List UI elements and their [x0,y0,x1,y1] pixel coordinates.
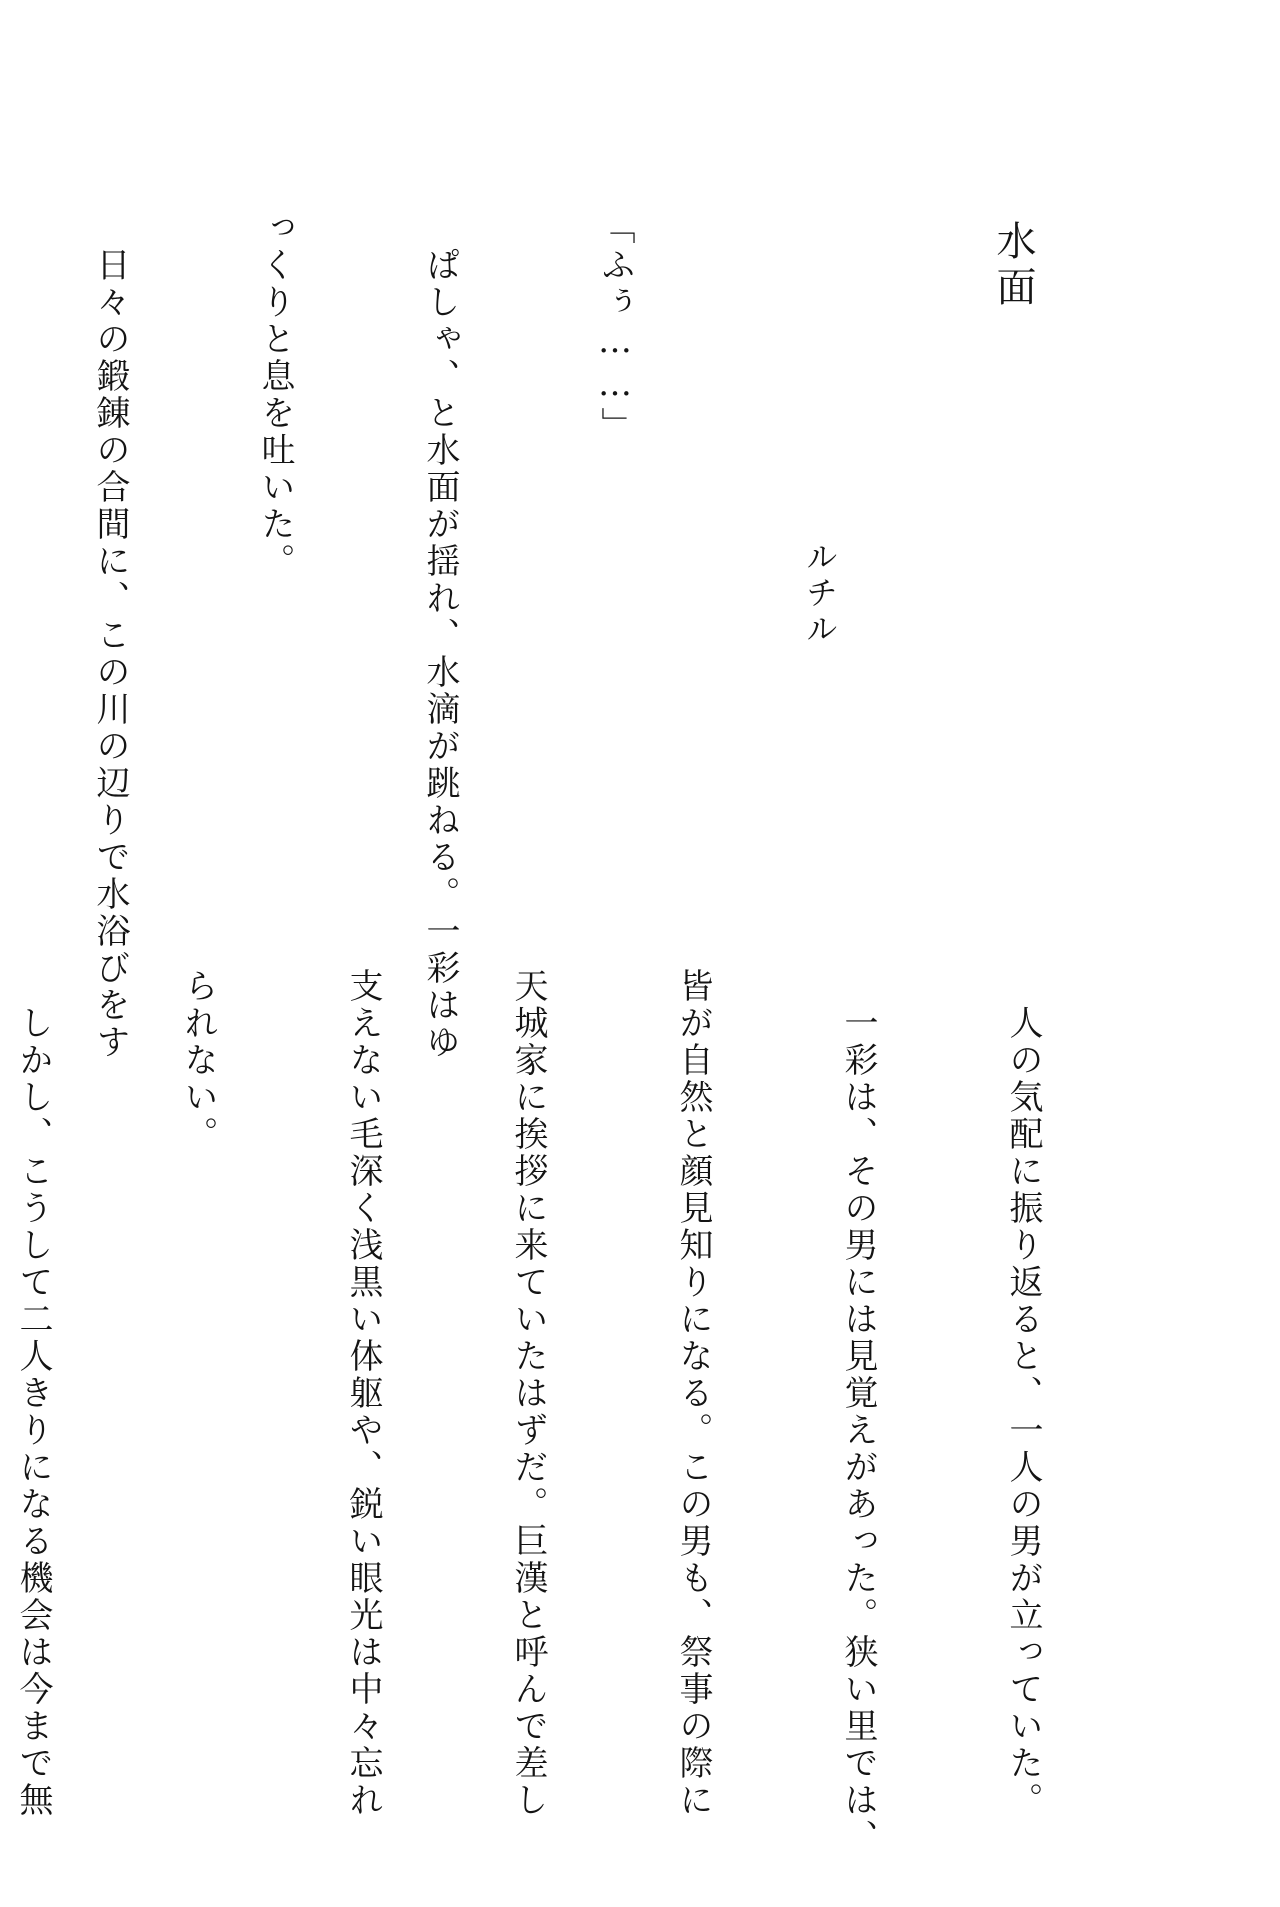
text-line: 日々の鍛錬の合間に、この川の辺りで水浴びをす [90,210,130,1061]
text-line: 皆が自然と顔見知りになる。この男も、祭事の際に [673,968,713,1819]
text-line: しかし、こうして二人きりになる機会は今まで無 [13,968,53,1819]
text-line: られない。 [178,968,218,1153]
author-name: ルチル [801,540,839,648]
text-line: 人の気配に振り返ると、一人の男が立っていた。 [1003,968,1043,1819]
text-line: ぱしゃ、と水面が揺れ、水滴が跳ねる。一彩はゆ [420,210,460,1061]
text-line: 天城家に挨拶に来ていたはずだ。巨漢と呼んで差し [508,968,548,1819]
text-line: 支えない毛深く浅黒い体躯や、鋭い眼光は中々忘れ [343,968,383,1819]
text-line: っくりと息を吐いた。 [255,210,295,580]
text-line: 「ふぅ……」 [595,210,635,444]
text-line: 一彩は、その男には見覚えがあった。狭い里では、 [838,968,878,1856]
lower-text-block [13,968,1160,1856]
story-title: 水面 [990,220,1036,312]
